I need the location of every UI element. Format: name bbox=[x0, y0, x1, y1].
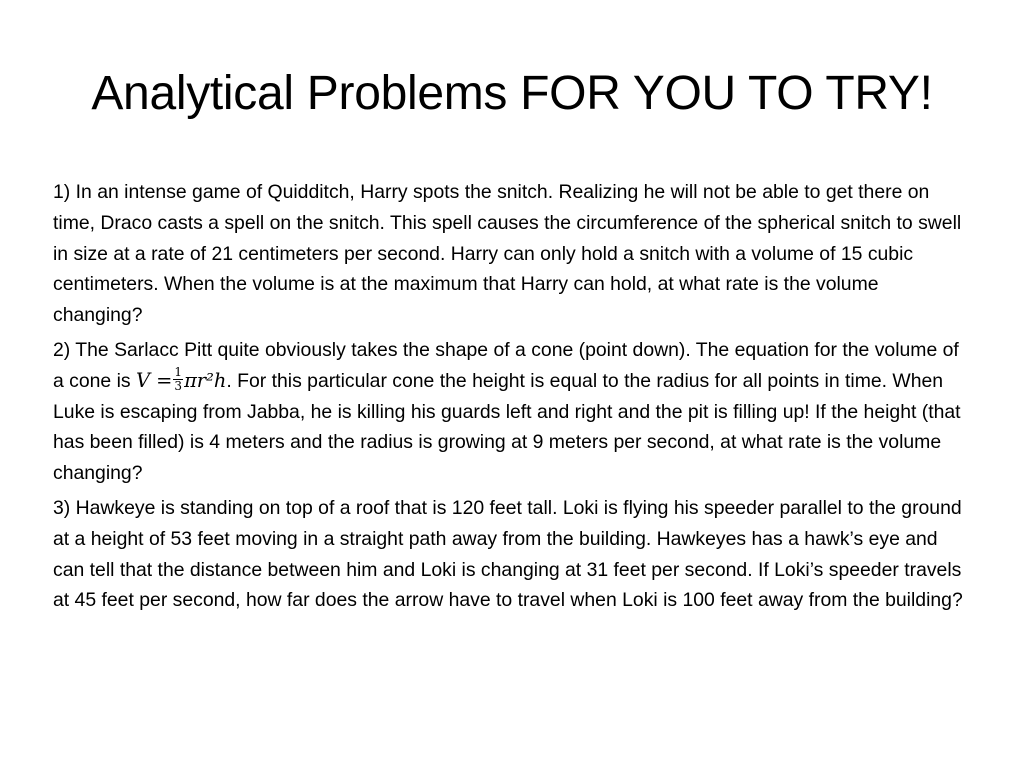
equation-lhs: V = bbox=[136, 368, 173, 392]
problem-2-intro: 2) The Sarlacc Pitt quite obviously takes the shape of a cone (point down). The equation for the volume of a cone is bbox=[53, 338, 959, 392]
slide-body bbox=[53, 177, 968, 620]
cone-volume-equation bbox=[136, 365, 227, 394]
fraction-denominator: 3 bbox=[174, 379, 183, 394]
equation-rhs: πr²h bbox=[184, 368, 227, 392]
fraction-numerator: 1 bbox=[174, 365, 183, 380]
problem-2 bbox=[53, 335, 968, 489]
equation-fraction bbox=[173, 366, 183, 393]
problem-2-rest: . For this particular cone the height is equal to the radius for all points in time. When Luke is escaping from Jabba, he is killing his guards left and right and the pit is filling up! If the height (that has been filled) is 4 meters and the radius is growing at 9 meters per second, at what rate is the volume changing? bbox=[53, 369, 961, 485]
problem-3: 3) Hawkeye is standing on top of a roof that is 120 feet tall. Loki is flying his speeder parallel to the ground at a height of 53 feet moving in a straight path away from the building. Hawkeyes has a hawk’s eye and can tell that the distance between him and Loki is changing at 31 feet per second. If Loki’s speeder travels at 45 feet per second, how far does the arrow have to travel when Loki is 100 feet away from the building? bbox=[53, 496, 963, 612]
slide-title: Analytical Problems FOR YOU TO TRY! bbox=[91, 67, 933, 120]
problem-1: 1) In an intense game of Quidditch, Harry spots the snitch. Realizing he will not be able to get there on time, Draco casts a spell on the snitch. This spell causes the circumference of the spherical snitch to swell in size at a rate of 21 centimeters per second. Harry can only hold a snitch with a volume of 15 cubic centimeters. When the volume is at the maximum that Harry can hold, at what rate is the volume changing? bbox=[53, 181, 962, 327]
